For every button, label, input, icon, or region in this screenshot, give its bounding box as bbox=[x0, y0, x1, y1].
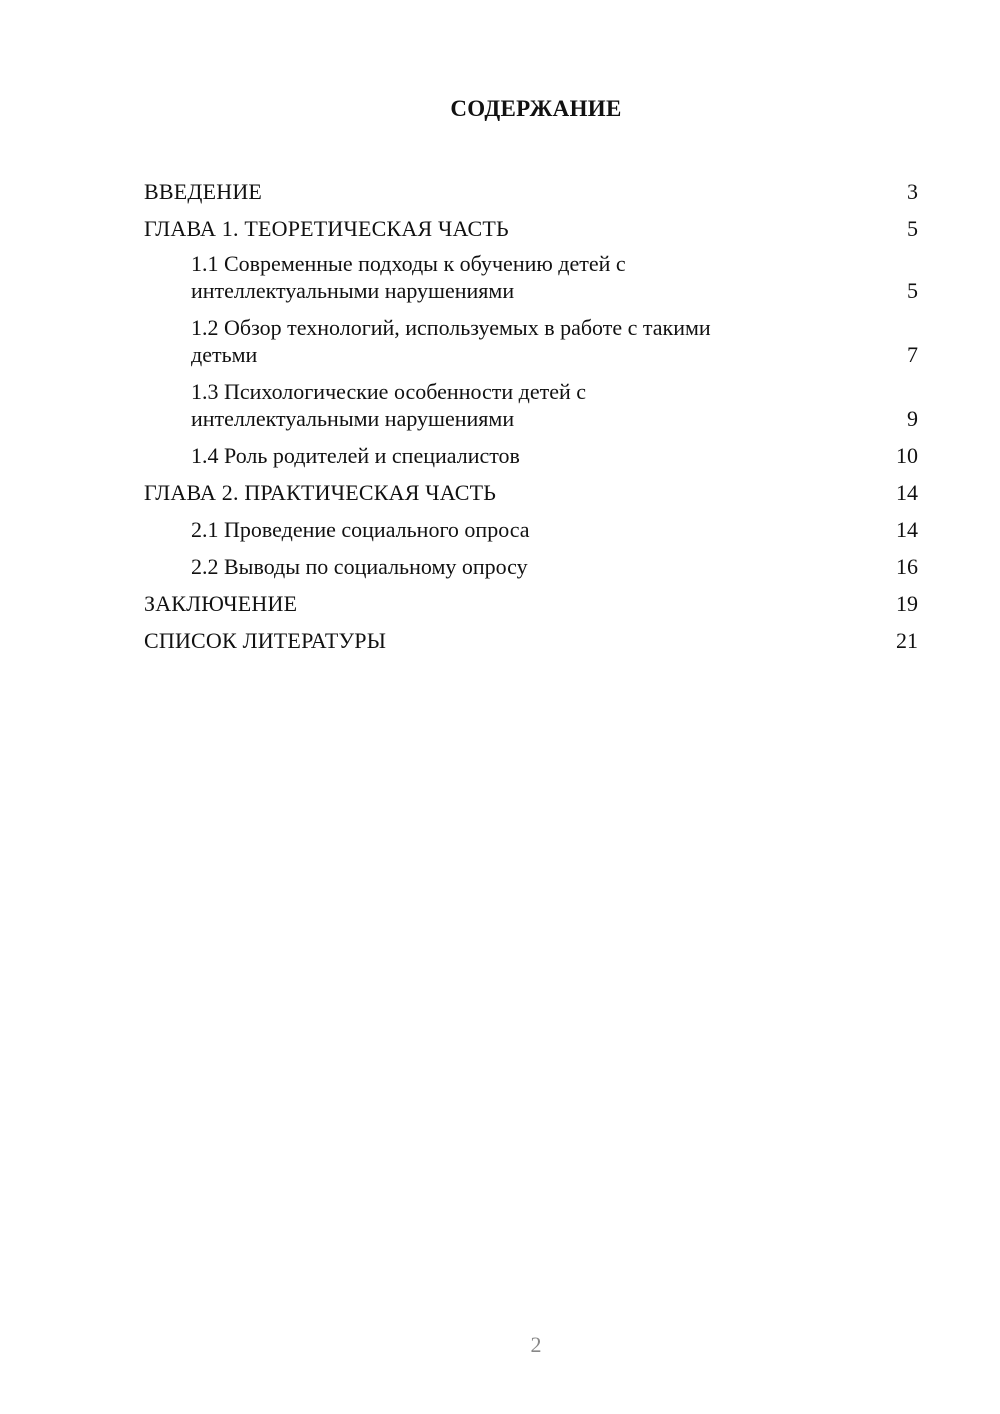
toc-entry-page: 14 bbox=[896, 517, 918, 542]
toc-entry-section-1-1[interactable] bbox=[144, 250, 918, 304]
toc-entry-chapter-2[interactable] bbox=[144, 469, 918, 506]
toc-entry-section-1-2[interactable] bbox=[144, 314, 918, 368]
toc-entry-page: 5 bbox=[907, 216, 918, 241]
toc-entry-bibliography[interactable] bbox=[144, 617, 918, 654]
toc-entry-label: 1.3 Психологические особенности детей с интеллектуальными нарушениями bbox=[191, 379, 587, 431]
toc-entry-section-1-4[interactable] bbox=[144, 442, 918, 469]
toc-entry-label: 2.2 Выводы по социальному опросу bbox=[191, 554, 528, 579]
page-number: 2 bbox=[530, 1332, 542, 1357]
toc-entry-label: ГЛАВА 2. ПРАКТИЧЕСКАЯ ЧАСТЬ bbox=[144, 480, 497, 505]
toc-entry-section-2-2[interactable] bbox=[144, 553, 918, 580]
toc-entry-page: 14 bbox=[896, 480, 918, 505]
toc-entry-label: 2.1 Проведение социального опроса bbox=[191, 517, 530, 542]
page-title: СОДЕРЖАНИЕ bbox=[450, 96, 622, 121]
toc-entry-label: 1.4 Роль родителей и специалистов bbox=[191, 443, 520, 468]
toc-entry-introduction[interactable] bbox=[144, 168, 918, 205]
toc-entry-section-1-3[interactable] bbox=[144, 378, 918, 432]
toc-entry-label: ЗАКЛЮЧЕНИЕ bbox=[144, 591, 298, 616]
toc-entry-chapter-1[interactable] bbox=[144, 205, 918, 242]
toc-entry-page: 5 bbox=[907, 278, 918, 303]
toc-entry-page: 10 bbox=[896, 443, 918, 468]
toc-entry-label: ГЛАВА 1. ТЕОРЕТИЧЕСКАЯ ЧАСТЬ bbox=[144, 216, 509, 241]
toc-entry-section-2-1[interactable] bbox=[144, 516, 918, 543]
toc-entry-label: ВВЕДЕНИЕ bbox=[144, 179, 263, 204]
toc-entry-label: СПИСОК ЛИТЕРАТУРЫ bbox=[144, 628, 387, 653]
toc-entry-page: 7 bbox=[907, 342, 918, 367]
toc-entry-page: 16 bbox=[896, 554, 918, 579]
toc-entry-page: 21 bbox=[896, 628, 918, 653]
toc-entry-page: 3 bbox=[907, 179, 918, 204]
toc-entry-page: 19 bbox=[896, 591, 918, 616]
table-of-contents bbox=[144, 168, 918, 654]
toc-entry-label: 1.2 Обзор технологий, используемых в работе с такими детьми bbox=[191, 315, 711, 367]
toc-entry-label: 1.1 Современные подходы к обучению детей с интеллектуальными нарушениями bbox=[191, 251, 626, 303]
toc-entry-conclusion[interactable] bbox=[144, 580, 918, 617]
toc-entry-page: 9 bbox=[907, 406, 918, 431]
